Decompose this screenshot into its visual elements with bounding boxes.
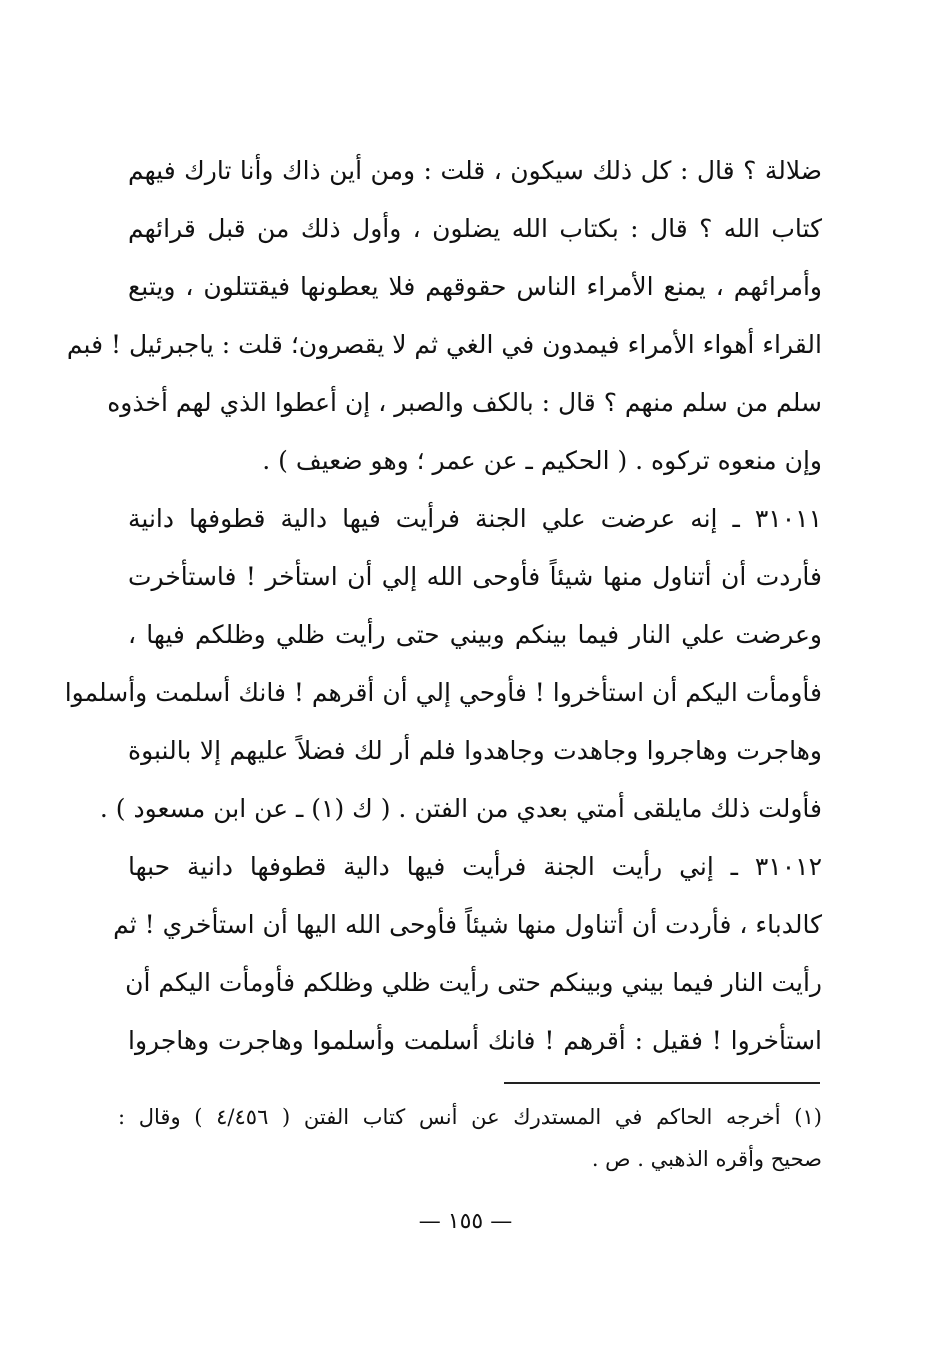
text-line: وعرضت علي النار فيما بينكم وبيني حتى رأيت ظلي وظلكم فيها ، (128, 620, 822, 649)
footnote-line: (١) أخرجه الحاكم في المستدرك عن أنس كتاب الفتن ( ٤/٤٥٦ ) وقال : (118, 1105, 822, 1129)
text-line: استأخروا ! فقيل : أقرهم ! فانك أسلمت وأسلموا وهاجرت وهاجروا (128, 1026, 822, 1055)
footnote-line: صحيح وأقره الذهبي . ص . (591, 1147, 822, 1171)
text-line: رأيت النار فيما بيني وبينكم حتى رأيت ظلي وظلكم فأومأت اليكم أن (125, 968, 822, 997)
text-line: وأمرائهم ، يمنع الأمراء الناس حقوقهم فلا يعطونها فيقتتلون ، ويتبع (128, 272, 822, 301)
text-line: فأردت أن أتناول منها شيئاً فأوحى الله إلي أن استأخر ! فاستأخرت (128, 562, 822, 591)
footnote-divider (504, 1082, 820, 1084)
text-line: وإن منعوه تركوه . ( الحكيم ـ عن عمر ؛ وهو ضعيف ) . (262, 446, 822, 475)
page-number: — ١٥٥ — (418, 1209, 513, 1234)
text-line: فأولت ذلك مايلقى أمتي بعدي من الفتن . ( ك (١) ـ عن ابن مسعود ) . (99, 794, 822, 823)
text-line: وهاجرت وهاجروا وجاهدت وجاهدوا فلم أر لك فضلاً عليهم إلا بالنبوة (128, 736, 822, 765)
footnote (118, 1096, 822, 1180)
text-line: ٣١٠١١ ـ إنه عرضت علي الجنة فرأيت فيها دالية قطوفها دانية (128, 504, 822, 533)
text-line: القراء أهواء الأمراء فيمدون في الغي ثم لا يقصرون؛ قلت : ياجبرئيل ! فبم (66, 330, 822, 359)
paragraph-2 (64, 490, 822, 838)
text-line: ضلالة ؟ قال : كل ذلك سيكون ، قلت : ومن أين ذاك وأنا تارك فيهم (128, 156, 822, 185)
paragraph-1 (66, 142, 822, 490)
paragraph-3 (113, 838, 822, 1070)
text-line: فأومأت اليكم أن استأخروا ! فأوحي إلي أن أقرهم ! فانك أسلمت وأسلموا (64, 678, 822, 707)
text-line: كتاب الله ؟ قال : بكتاب الله يضلون ، وأول ذلك من قبل قرائهم (128, 214, 822, 243)
main-text (64, 142, 822, 1070)
text-line: سلم من سلم منهم ؟ قال : بالكف والصبر ، إن أعطوا الذي لهم أخذوه (107, 388, 822, 417)
text-line: كالدباء ، فأردت أن أتناول منها شيئاً فأوحى الله اليها أن استأخري ! ثم (113, 910, 822, 939)
text-line: ٣١٠١٢ ـ إني رأيت الجنة فرأيت فيها دالية قطوفها دانية حبها (128, 852, 822, 881)
